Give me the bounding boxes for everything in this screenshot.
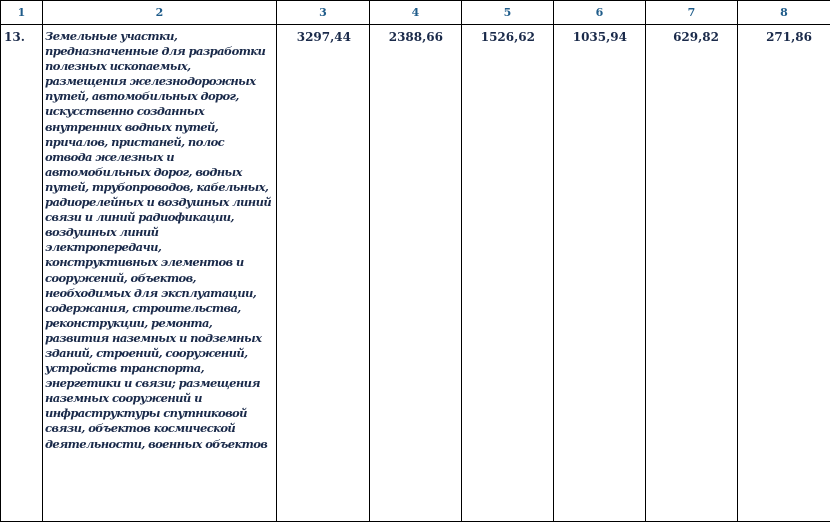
column-header-8: 8 [738, 1, 830, 25]
column-header-1: 1 [1, 1, 43, 25]
value-col-4: 2388,66 [370, 25, 462, 522]
column-header-2: 2 [43, 1, 277, 25]
column-header-5: 5 [462, 1, 554, 25]
column-header-6: 6 [554, 1, 646, 25]
value-col-7: 629,82 [646, 25, 738, 522]
header-row [1, 1, 830, 25]
value-col-5: 1526,62 [462, 25, 554, 522]
value-col-6: 1035,94 [554, 25, 646, 522]
row-number: 13. [1, 25, 43, 522]
column-header-3: 3 [277, 1, 370, 25]
value-col-3: 3297,44 [277, 25, 370, 522]
row-description: Земельные участки, предназначенные для разработки полезных ископаемых, размещения железнодорожных путей, автомобильных дорог, искусственно созданных внутренних водных путей, причалов, пристаней, полос отвода железных и автомобильных дорог, водных путей, трубопроводов, кабельных, радиорелейных и воздушных линий связи и линий радиофикации, воздушных линий электропередачи, конструктивных элементов и сооружений, объектов, необходимых для эксплуатации, содержания, строительства, реконструкции, ремонта, развития наземных и подземных зданий, строений, сооружений, устройств транспорта, энергетики и связи; размещения наземных сооружений и инфраструктуры спутниковой связи, объектов космической деятельности, военных объектов [43, 25, 277, 522]
table-row [1, 25, 830, 522]
value-col-8: 271,86 [738, 25, 830, 522]
column-header-4: 4 [370, 1, 462, 25]
column-header-7: 7 [646, 1, 738, 25]
